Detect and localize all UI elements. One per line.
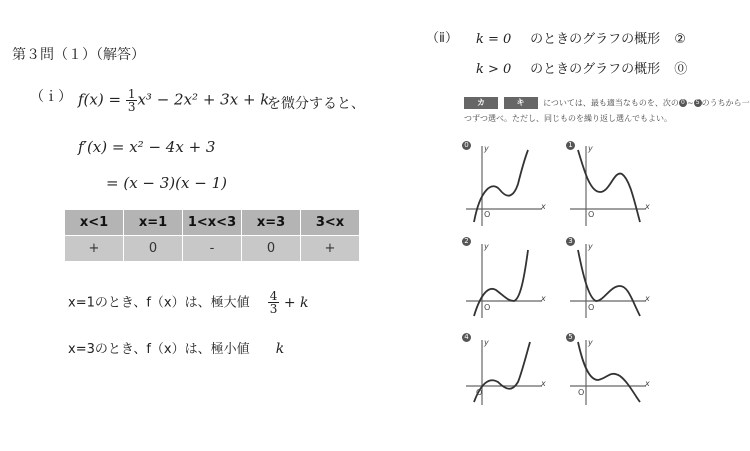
f-fraction-den: 3	[127, 100, 136, 114]
x-axis-label: x	[541, 294, 546, 303]
sign-table-cell: 0	[124, 236, 183, 262]
page-title: 第３問（１）（解答）	[12, 47, 145, 63]
local-min-line	[68, 338, 284, 357]
sign-table-header: x=3	[242, 210, 301, 236]
answer-k0: ②	[674, 32, 686, 47]
y-axis-label: y	[484, 242, 489, 251]
local-max-value	[268, 289, 309, 316]
f-lhs: f(x) =	[78, 90, 126, 109]
graph-curves	[474, 150, 640, 402]
instruction-text: については、最も適当なものを、次の	[543, 98, 679, 108]
local-min-value: k	[275, 341, 285, 357]
condition-kpos: k > 0	[476, 62, 512, 77]
fprime-line: f′(x) = x² − 4x + 3	[78, 138, 216, 156]
graph-shape-text: のときのグラフの概形	[530, 32, 661, 47]
option-label-3: 3	[566, 237, 575, 246]
x-axis-label: x	[645, 202, 650, 211]
sign-table-header: 3<x	[301, 210, 360, 236]
y-axis-label: y	[588, 144, 593, 153]
answer-box-ki: キ	[504, 97, 538, 109]
instruction-text: のうちから一	[701, 98, 750, 108]
answer-kpos: ⓪	[674, 62, 688, 77]
x-axis-label: x	[541, 202, 546, 211]
f-rest: x³ − 2x² + 3x + k	[137, 90, 270, 109]
sign-table-header-row	[65, 210, 360, 236]
graph-shape-text: のときのグラフの概形	[530, 62, 661, 77]
local-max-fraction-den: 3	[269, 302, 278, 316]
local-max-fraction	[268, 290, 280, 315]
option-label-4: 4	[462, 333, 471, 342]
part-ii-label: （ⅱ）	[426, 31, 458, 46]
part-i-label: （ｉ）	[30, 89, 72, 105]
origin-label: O	[484, 303, 491, 312]
sign-table-cell: 0	[242, 236, 301, 262]
problem-instruction-2: つずつ選べ。ただし、同じものを繰り返し選んでもよい。	[464, 114, 672, 123]
sign-table-cell: +	[65, 236, 124, 262]
sign-table-cell: +	[301, 236, 360, 262]
sign-table-header: x=1	[124, 210, 183, 236]
curve-option-0	[474, 150, 528, 222]
origin-label: O	[476, 388, 483, 397]
curve-option-2	[474, 250, 528, 316]
answer-line-k0	[476, 28, 686, 47]
sign-table	[64, 209, 360, 262]
y-axis-label: y	[588, 242, 593, 251]
factored-line: = (x − 3)(x − 1)	[106, 174, 227, 192]
answer-box-ka: カ	[464, 97, 498, 109]
sign-table-cell: -	[183, 236, 242, 262]
local-max-fraction-num: 4	[269, 289, 278, 303]
sign-table-value-row	[65, 236, 360, 262]
sign-table-header: x<1	[65, 210, 124, 236]
option-label-1: 1	[566, 141, 575, 150]
range-end-label: 5	[694, 99, 702, 107]
local-min-text: x=3のとき、f（x）は、極小値	[68, 342, 250, 357]
curve-option-5	[578, 342, 640, 402]
condition-k0: k = 0	[476, 32, 512, 47]
range-start-label: 0	[679, 99, 687, 107]
origin-label: O	[484, 210, 491, 219]
local-max-line	[68, 290, 309, 315]
answer-line-kpos	[476, 58, 687, 77]
differentiate-text: を微分すると、	[267, 96, 365, 112]
f-fraction	[126, 88, 138, 113]
problem-instruction: カ キ については、最も適当なものを、次の 0 ~ 5 のうちから一	[464, 97, 750, 109]
option-label-2: 2	[462, 237, 471, 246]
graph-axes	[466, 146, 646, 405]
local-max-suffix: + k	[283, 294, 309, 311]
f-fraction-num: 1	[127, 87, 136, 101]
local-max-text: x=1のとき、f（x）は、極大値	[68, 295, 250, 311]
origin-label: O	[578, 388, 585, 397]
x-axis-label: x	[541, 379, 546, 388]
option-label-5: 5	[566, 333, 575, 342]
x-axis-label: x	[645, 294, 650, 303]
y-axis-label: y	[588, 338, 593, 347]
origin-label: O	[588, 210, 595, 219]
curve-option-4	[474, 342, 530, 402]
x-axis-label: x	[645, 379, 650, 388]
origin-label: O	[588, 303, 595, 312]
y-axis-label: y	[484, 338, 489, 347]
sign-table-header: 1<x<3	[183, 210, 242, 236]
option-label-0: 0	[462, 141, 471, 150]
y-axis-label: y	[484, 144, 489, 153]
f-definition	[78, 88, 269, 113]
